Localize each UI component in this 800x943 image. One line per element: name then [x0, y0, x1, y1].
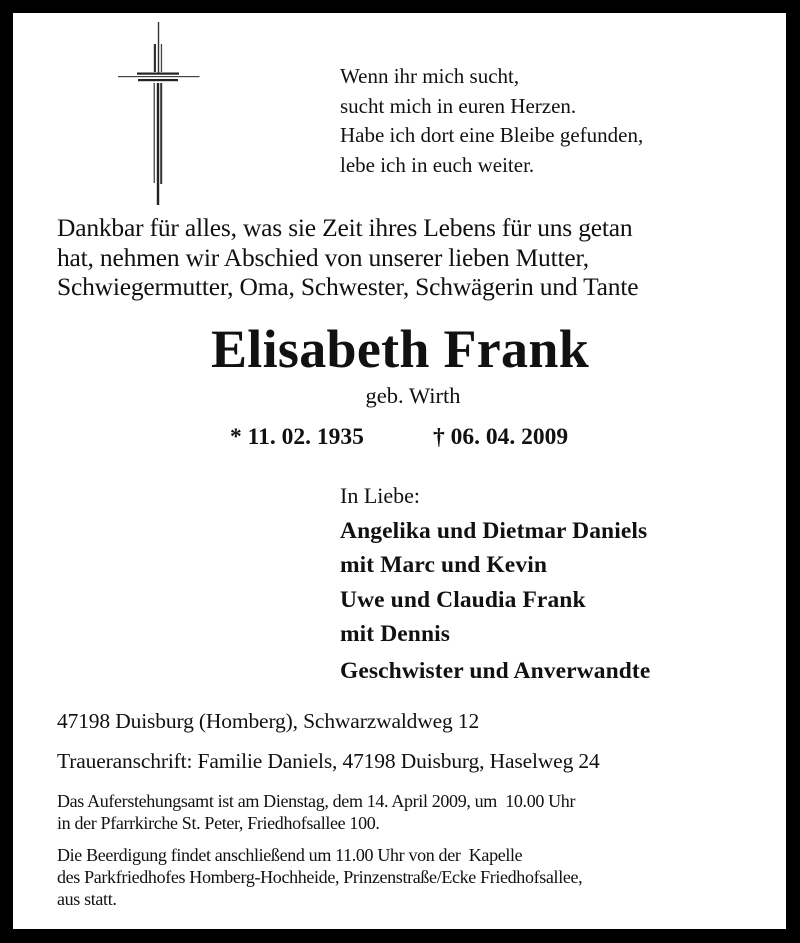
- death-date: † 06. 04. 2009: [433, 424, 569, 450]
- deceased-name: Elisabeth Frank: [210, 319, 590, 379]
- burial-line: Die Beerdigung findet anschließend um 11.00 Uhr von der Kapelle: [57, 845, 523, 865]
- intro-line: Dankbar für alles, was sie Zeit ihres Lebens für uns getan: [57, 213, 633, 242]
- intro-text: [57, 213, 638, 302]
- mourner-line: Angelika und Dietmar Daniels: [340, 517, 648, 544]
- mourners-heading: In Liebe:: [340, 483, 421, 508]
- poem-line: lebe ich in euch weiter.: [340, 152, 535, 177]
- intro-line: hat, nehmen wir Abschied von unserer lieben Mutter,: [57, 242, 589, 272]
- maiden-name: geb. Wirth: [365, 383, 461, 408]
- mourner-line: Geschwister und Anverwandte: [340, 657, 651, 684]
- poem-line: Wenn ihr mich sucht,: [340, 64, 520, 88]
- mourner-line: Uwe und Claudia Frank: [340, 586, 586, 613]
- intro-line: Schwiegermutter, Oma, Schwester, Schwägerin und Tante: [57, 272, 639, 301]
- mourning-address: Traueranschrift: Familie Daniels, 47198 Duisburg, Haselweg 24: [57, 749, 600, 773]
- burial-notice: [57, 844, 582, 910]
- poem-line: sucht mich in euren Herzen.: [340, 93, 577, 118]
- service-line: in der Pfarrkirche St. Peter, Friedhofsallee 100.: [57, 813, 380, 833]
- life-dates: [0, 422, 800, 452]
- service-line: Das Auferstehungsamt ist am Dienstag, dem 14. April 2009, um 10.00 Uhr: [57, 791, 576, 811]
- poem: [340, 62, 643, 180]
- home-address: 47198 Duisburg (Homberg), Schwarzwaldweg 12: [57, 709, 480, 733]
- poem-line: Habe ich dort eine Bleibe gefunden,: [340, 123, 644, 147]
- mourner-line: mit Dennis: [340, 621, 451, 647]
- birth-date: * 11. 02. 1935: [230, 424, 364, 450]
- mourner-line: mit Marc und Kevin: [340, 552, 547, 578]
- burial-line: aus statt.: [57, 889, 117, 909]
- service-notice: [57, 790, 575, 834]
- burial-line: des Parkfriedhofes Homberg-Hochheide, Prinzenstraße/Ecke Friedhofsallee,: [57, 867, 583, 887]
- mourners-list: [340, 479, 650, 688]
